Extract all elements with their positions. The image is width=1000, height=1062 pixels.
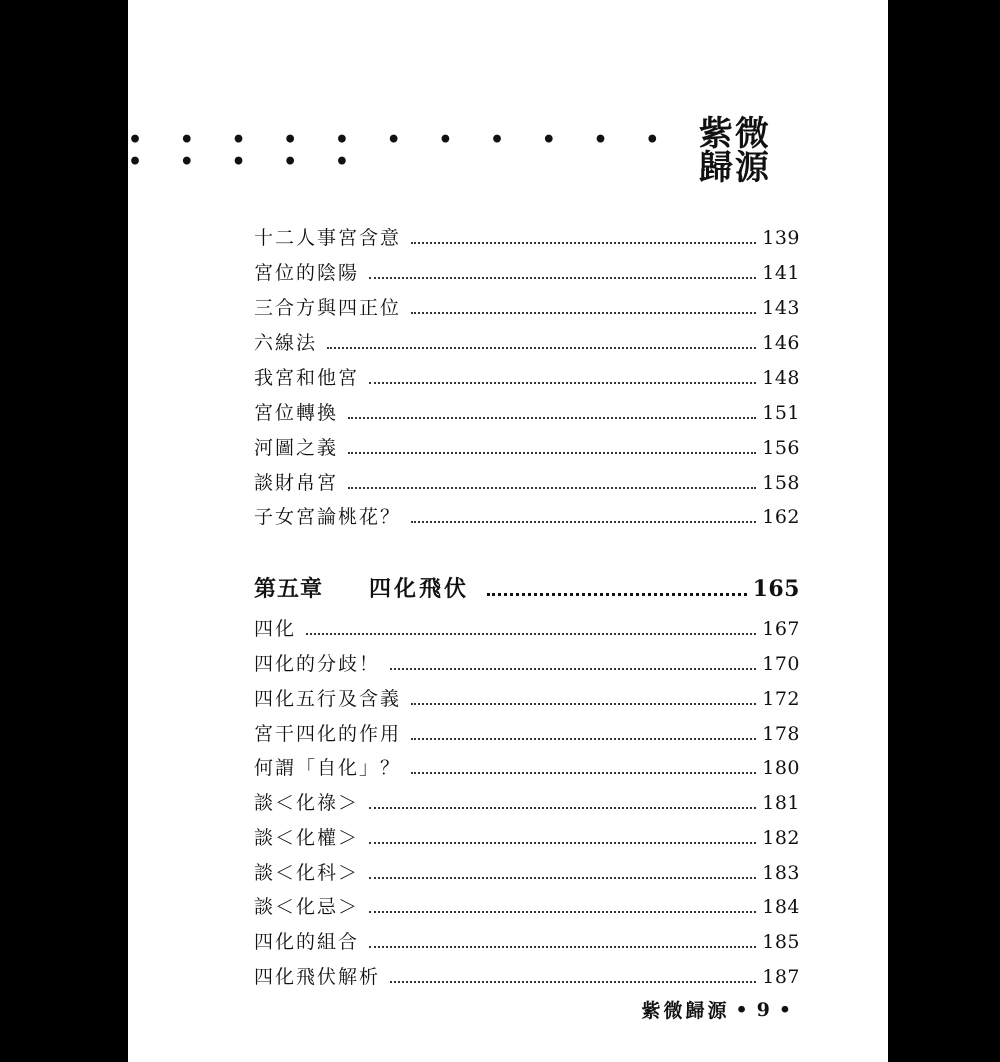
toc-entry-title: 十二人事宮含意 [254,227,402,249]
dot-leader [487,593,747,596]
toc-entry-page: 151 [762,402,800,424]
toc-entry-page: 185 [762,931,800,953]
toc-entry [254,389,800,423]
toc-entry [254,918,800,952]
toc-entry-title: 何謂「自化」？ [254,757,402,779]
dot-leader [369,807,756,809]
toc-chapter-heading [254,566,800,600]
footer-trail-dot: • [778,998,794,1021]
toc-entry [254,953,800,987]
dot-leader [369,877,756,879]
toc-entry-title: 四化 [254,618,297,640]
toc-entry-title: 談＜化權＞ [254,827,360,849]
dot-leader [390,668,756,670]
toc-entry-title: 談財帛宮 [254,472,339,494]
dot-leader [411,703,756,705]
dot-leader [306,633,756,635]
toc-entry-page: 180 [762,757,800,779]
toc-entry-page: 146 [762,332,800,354]
toc-entry-title: 宮位轉換 [254,402,339,424]
chapter-number: 第五章 [254,576,324,602]
footer-page-number: 9 [756,998,773,1021]
dot-leader [369,277,756,279]
dot-leader [348,452,756,454]
dot-leader [369,382,756,384]
dot-leader [327,347,756,349]
toc-entry [254,493,800,527]
toc-entry [254,605,800,639]
dot-leader [348,487,756,489]
dot-leader [390,981,756,983]
dot-leader [348,417,756,419]
toc-entry-page: 143 [762,297,800,319]
toc-entry-page: 148 [762,367,800,389]
toc-entry-title: 四化的分歧！ [254,653,381,675]
toc-entry-title: 談＜化祿＞ [254,792,360,814]
toc-entry [254,675,800,709]
toc-entry-title: 四化飛伏解析 [254,966,381,988]
toc-entry [254,284,800,318]
toc-entry [254,883,800,917]
toc-entry-page: 187 [762,966,800,988]
toc-entry-title: 四化的組合 [254,931,360,953]
toc-entry-title: 宮位的陰陽 [254,262,360,284]
toc-entry-title: 談＜化科＞ [254,862,360,884]
book-page [128,0,888,1062]
toc-entry-page: 141 [762,262,800,284]
toc-entry-page: 172 [762,688,800,710]
toc-entry [254,710,800,744]
toc-entry [254,779,800,813]
toc-entry-title: 我宮和他宮 [254,367,360,389]
dot-leader [411,312,756,314]
toc-entry [254,354,800,388]
toc-entry [254,214,800,248]
toc-entry-page: 139 [762,227,800,249]
toc-entry [254,424,800,458]
toc-entry-page: 184 [762,896,800,918]
toc-entry-page: 182 [762,827,800,849]
dot-leader [411,738,756,740]
toc-entry [254,814,800,848]
toc-entry [254,249,800,283]
footer-book-title: 紫微歸源 [641,1000,730,1022]
toc-entry-title: 宮干四化的作用 [254,723,402,745]
toc-entry [254,744,800,778]
toc-entry [254,459,800,493]
toc-entry-page: 181 [762,792,800,814]
dot-leader [369,842,756,844]
toc-entry-title: 三合方與四正位 [254,297,402,319]
footer-separator: • [735,998,751,1021]
toc-entry-title: 六線法 [254,332,318,354]
header-dot-leader: • • • • • • • • • • • • • • • • [128,127,675,175]
dot-leader [369,946,756,948]
header-book-title: 紫微歸源 [698,114,771,188]
toc-entry-title: 河圖之義 [254,437,339,459]
running-header [128,114,800,188]
dot-leader [411,772,756,774]
toc-entry-title: 四化五行及含義 [254,688,402,710]
toc-entry-page: 156 [762,437,800,459]
toc-entry-page: 162 [762,506,800,528]
toc-entry [254,319,800,353]
toc-entry-title: 談＜化忌＞ [254,896,360,918]
toc-entry-title: 子女宮論桃花？ [254,506,402,528]
toc-entry [254,849,800,883]
dot-leader [369,911,756,913]
dot-leader [411,242,756,244]
running-footer [128,996,800,1023]
toc-entry-page: 170 [762,653,800,675]
toc-entry-page: 178 [762,723,800,745]
toc-entry-page: 167 [762,618,800,640]
toc-entry-page: 183 [762,862,800,884]
dot-leader [411,521,756,523]
chapter-name: 四化飛伏 [369,576,470,602]
toc-entry-page: 158 [762,472,800,494]
chapter-page: 165 [752,576,800,602]
toc-entry [254,640,800,674]
